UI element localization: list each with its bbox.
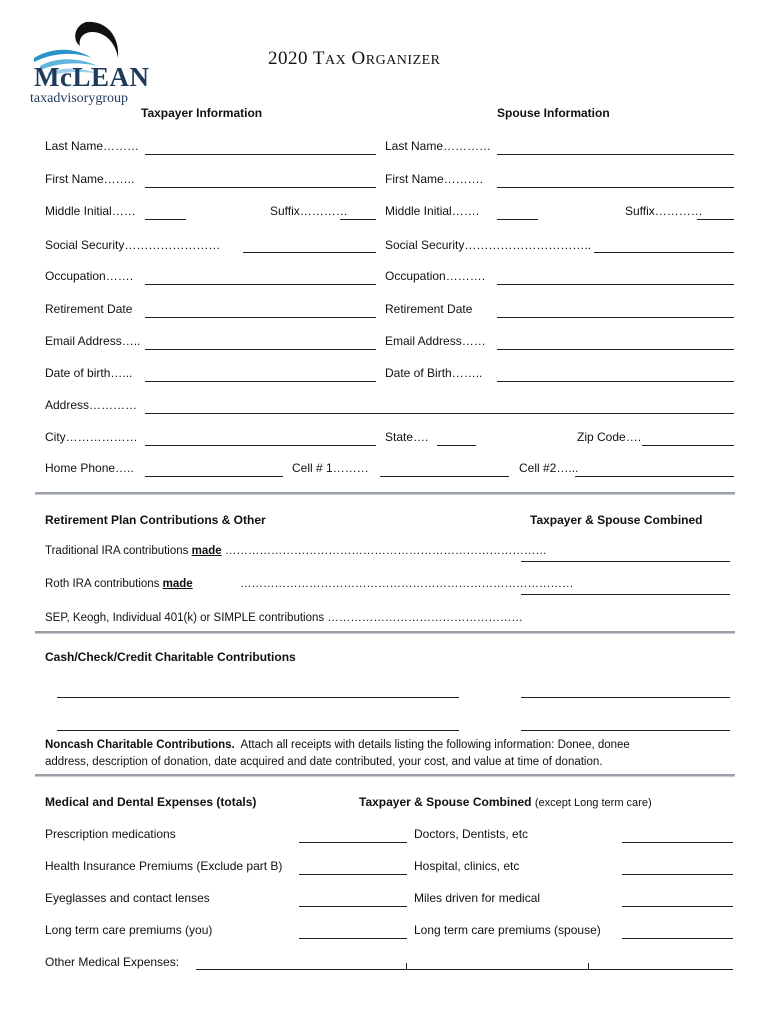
taxpayer-last-name-field[interactable] [145, 154, 376, 155]
cell1-label: Cell # 1……… [292, 461, 369, 475]
spouse-first-name-field[interactable] [497, 187, 734, 188]
noncash-note-line1: Noncash Charitable Contributions. Attach all receipts with details listing the following information: Donee, donee [45, 739, 630, 751]
charitable-field-1b[interactable] [521, 697, 730, 698]
ltc-spouse-field[interactable] [622, 938, 733, 939]
spouse-occupation-label: Occupation………. [385, 269, 486, 283]
page-title: 2020 TAX ORGANIZER [268, 48, 441, 69]
prescription-label: Prescription medications [45, 827, 176, 841]
state-label: State…. [385, 430, 429, 444]
taxpayer-middle-initial-label: Middle Initial…… [45, 204, 136, 218]
spouse-info-heading: Spouse Information [497, 106, 610, 120]
traditional-ira-label: Traditional IRA contributions made ………………………………………………………………………… [45, 545, 547, 557]
logo-name: McLEAN [34, 62, 150, 92]
taxpayer-dob-label: Date of birth…... [45, 366, 133, 380]
spouse-dob-label: Date of Birth…….. [385, 366, 483, 380]
spouse-last-name-label: Last Name………… [385, 139, 492, 153]
roth-ira-label: Roth IRA contributions made [45, 578, 193, 590]
medical-combined-heading: Taxpayer & Spouse Combined (except Long term care) [359, 795, 652, 809]
doctors-field[interactable] [622, 842, 733, 843]
roth-ira-field[interactable] [521, 594, 730, 595]
spouse-suffix-field[interactable] [697, 219, 734, 220]
cell1-field[interactable] [380, 476, 509, 477]
city-field[interactable] [145, 445, 376, 446]
eyeglasses-field[interactable] [299, 906, 407, 907]
other-medical-label: Other Medical Expenses: [45, 955, 180, 969]
taxpayer-retirement-date-label: Retirement Date [45, 302, 133, 316]
spouse-suffix-label: Suffix………… [625, 204, 703, 218]
spouse-dob-field[interactable] [497, 381, 734, 382]
state-field[interactable] [437, 445, 476, 446]
spouse-ssn-field[interactable] [594, 252, 734, 253]
taxpayer-email-label: Email Address….. [45, 334, 141, 348]
cell2-label: Cell #2…... [519, 461, 579, 475]
charitable-field-1a[interactable] [57, 697, 459, 698]
spouse-retirement-date-label: Retirement Date [385, 302, 473, 316]
spouse-middle-initial-label: Middle Initial……. [385, 204, 480, 218]
taxpayer-first-name-field[interactable] [145, 187, 376, 188]
taxpayer-suffix-label: Suffix………… [270, 204, 348, 218]
taxpayer-info-heading: Taxpayer Information [141, 106, 263, 120]
noncash-note-line2: address, description of donation, date acquired and date contributed, your cost, and value at time of donation. [45, 756, 603, 768]
taxpayer-dob-field[interactable] [145, 381, 376, 382]
section-divider [35, 492, 735, 494]
miles-field[interactable] [622, 906, 733, 907]
taxpayer-suffix-field[interactable] [340, 219, 376, 220]
taxpayer-middle-initial-field[interactable] [145, 219, 186, 220]
spouse-last-name-field[interactable] [497, 154, 734, 155]
retirement-combined-heading: Taxpayer & Spouse Combined [530, 513, 703, 527]
taxpayer-email-field[interactable] [145, 349, 376, 350]
hospital-field[interactable] [622, 874, 733, 875]
zip-field[interactable] [642, 445, 734, 446]
traditional-ira-field[interactable] [521, 561, 730, 562]
other-medical-tick-1 [406, 963, 407, 970]
spouse-email-field[interactable] [497, 349, 734, 350]
address-field[interactable] [145, 413, 734, 414]
taxpayer-retirement-date-field[interactable] [145, 317, 376, 318]
logo-subtitle: taxadvisorygroup [30, 91, 128, 106]
medical-heading: Medical and Dental Expenses (totals) [45, 795, 257, 809]
sep-label: SEP, Keogh, Individual 401(k) or SIMPLE contributions …………………………………………… [45, 612, 523, 624]
taxpayer-first-name-label: First Name…….. [45, 172, 135, 186]
spouse-first-name-label: First Name………. [385, 172, 484, 186]
roth-ira-dots: …………………………………………………………………………… [240, 578, 574, 590]
section-divider [35, 774, 735, 776]
ltc-you-field[interactable] [299, 938, 407, 939]
home-phone-label: Home Phone….. [45, 461, 134, 475]
other-medical-tick-2 [588, 963, 589, 970]
address-label: Address………… [45, 398, 138, 412]
charitable-heading: Cash/Check/Credit Charitable Contributions [45, 650, 296, 664]
retirement-heading: Retirement Plan Contributions & Other [45, 513, 266, 527]
taxpayer-ssn-field[interactable] [243, 252, 376, 253]
city-label: City……………… [45, 430, 138, 444]
home-phone-field[interactable] [145, 476, 283, 477]
hospital-label: Hospital, clinics, etc [414, 859, 520, 873]
taxpayer-ssn-label: Social Security…………………… [45, 238, 221, 252]
spouse-email-label: Email Address…… [385, 334, 486, 348]
spouse-middle-initial-field[interactable] [497, 219, 538, 220]
spouse-retirement-date-field[interactable] [497, 317, 734, 318]
company-logo [28, 18, 150, 110]
miles-label: Miles driven for medical [414, 891, 541, 905]
charitable-field-2b[interactable] [521, 730, 730, 731]
ltc-you-label: Long term care premiums (you) [45, 923, 213, 937]
charitable-field-2a[interactable] [57, 730, 459, 731]
other-medical-field[interactable] [196, 969, 733, 970]
ltc-spouse-label: Long term care premiums (spouse) [414, 923, 601, 937]
taxpayer-last-name-label: Last Name……… [45, 139, 140, 153]
prescription-field[interactable] [299, 842, 407, 843]
health-insurance-label: Health Insurance Premiums (Exclude part B) [45, 859, 283, 873]
cell2-field[interactable] [575, 476, 734, 477]
spouse-occupation-field[interactable] [497, 284, 734, 285]
taxpayer-occupation-label: Occupation……. [45, 269, 134, 283]
health-insurance-field[interactable] [299, 874, 407, 875]
doctors-label: Doctors, Dentists, etc [414, 827, 529, 841]
taxpayer-occupation-field[interactable] [145, 284, 376, 285]
section-divider [35, 631, 735, 633]
zip-label: Zip Code…. [577, 430, 642, 444]
eyeglasses-label: Eyeglasses and contact lenses [45, 891, 210, 905]
spouse-ssn-label: Social Security………………………….. [385, 238, 592, 252]
